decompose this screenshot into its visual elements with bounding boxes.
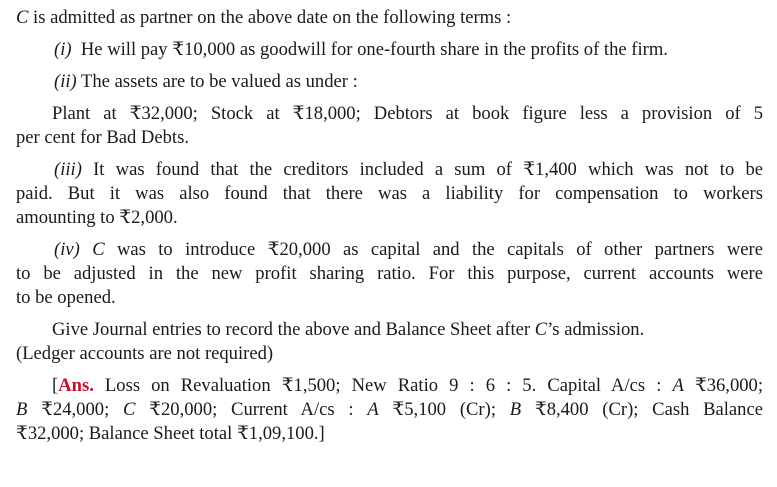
- term-i-text: He will pay ₹10,000 as goodwill for one-fourth share in the profits of the firm.: [80, 39, 668, 60]
- term-iii-text-1: It was found that the creditors included a sum of ₹1,400 which was not to be: [81, 159, 763, 180]
- term-iii-label: (iii): [54, 159, 82, 180]
- answer-text-1c: ₹36,000;: [683, 375, 764, 396]
- answer-line-2: [16, 398, 763, 422]
- term-iii-line-2: paid. But it was also found that there was a liability for compensation to workers: [16, 183, 763, 204]
- valuation-line-2: per cent for Bad Debts.: [16, 127, 189, 148]
- term-iii-line-3: amounting to ₹2,000.: [16, 207, 178, 228]
- term-iv-subject: C: [92, 239, 105, 260]
- partner-c: C: [16, 7, 29, 28]
- answer-partner-a-2: A: [367, 399, 379, 420]
- term-iv-line-3: to be opened.: [16, 287, 116, 308]
- answer-partner-b-2: B: [509, 399, 522, 420]
- answer-label: Ans.: [58, 375, 94, 396]
- term-ii-line: [16, 70, 763, 94]
- term-iv-line-2: to be adjusted in the new profit sharing ratio. For this purpose, current accounts were: [16, 263, 763, 284]
- instruction-subject: C: [534, 319, 548, 340]
- answer-text-1a: Loss on Revaluation ₹1,500; New Ratio 9 : 6 : 5. Capital A/cs :: [93, 375, 673, 396]
- instruction-line-1: [16, 318, 763, 342]
- answer-partner-a-1: A: [672, 375, 684, 396]
- term-iv-label: (iv): [54, 239, 80, 260]
- instruction-text-c: ’s admission.: [547, 319, 645, 340]
- intro-line: [16, 6, 763, 30]
- term-iv-text-1: was to introduce ₹20,000 as capital and the capitals of other partners were: [104, 239, 763, 260]
- answer-text-2d: ₹20,000; Current A/cs :: [135, 399, 368, 420]
- answer-line-3: ₹32,000; Balance Sheet total ₹1,09,100.]: [16, 423, 325, 444]
- term-ii-text: The assets are to be valued as under :: [76, 71, 358, 92]
- instruction-line-2: (Ledger accounts are not required): [16, 343, 274, 364]
- answer-text-2f: ₹5,100 (Cr);: [378, 399, 510, 420]
- answer-open-bracket: [: [52, 375, 59, 396]
- term-i-line: [16, 38, 763, 62]
- term-i-label: (i): [54, 39, 72, 60]
- instruction-text-a: Give Journal entries to record the above and Balance Sheet after: [52, 319, 535, 340]
- answer-partner-b-1: B: [16, 399, 28, 420]
- intro-text: is admitted as partner on the above date on the following terms :: [28, 7, 512, 28]
- term-iii-line-1: [16, 158, 763, 182]
- term-iv-line-1: [16, 238, 763, 262]
- answer-text-2b: ₹24,000;: [27, 399, 123, 420]
- answer-line-1: [16, 374, 763, 398]
- valuation-line-1: Plant at ₹32,000; Stock at ₹18,000; Debtors at book figure less a provision of 5: [52, 103, 763, 124]
- term-ii-label: (ii): [54, 71, 77, 92]
- answer-text-2h: ₹8,400 (Cr); Cash Balance: [521, 399, 763, 420]
- answer-partner-c: C: [123, 399, 136, 420]
